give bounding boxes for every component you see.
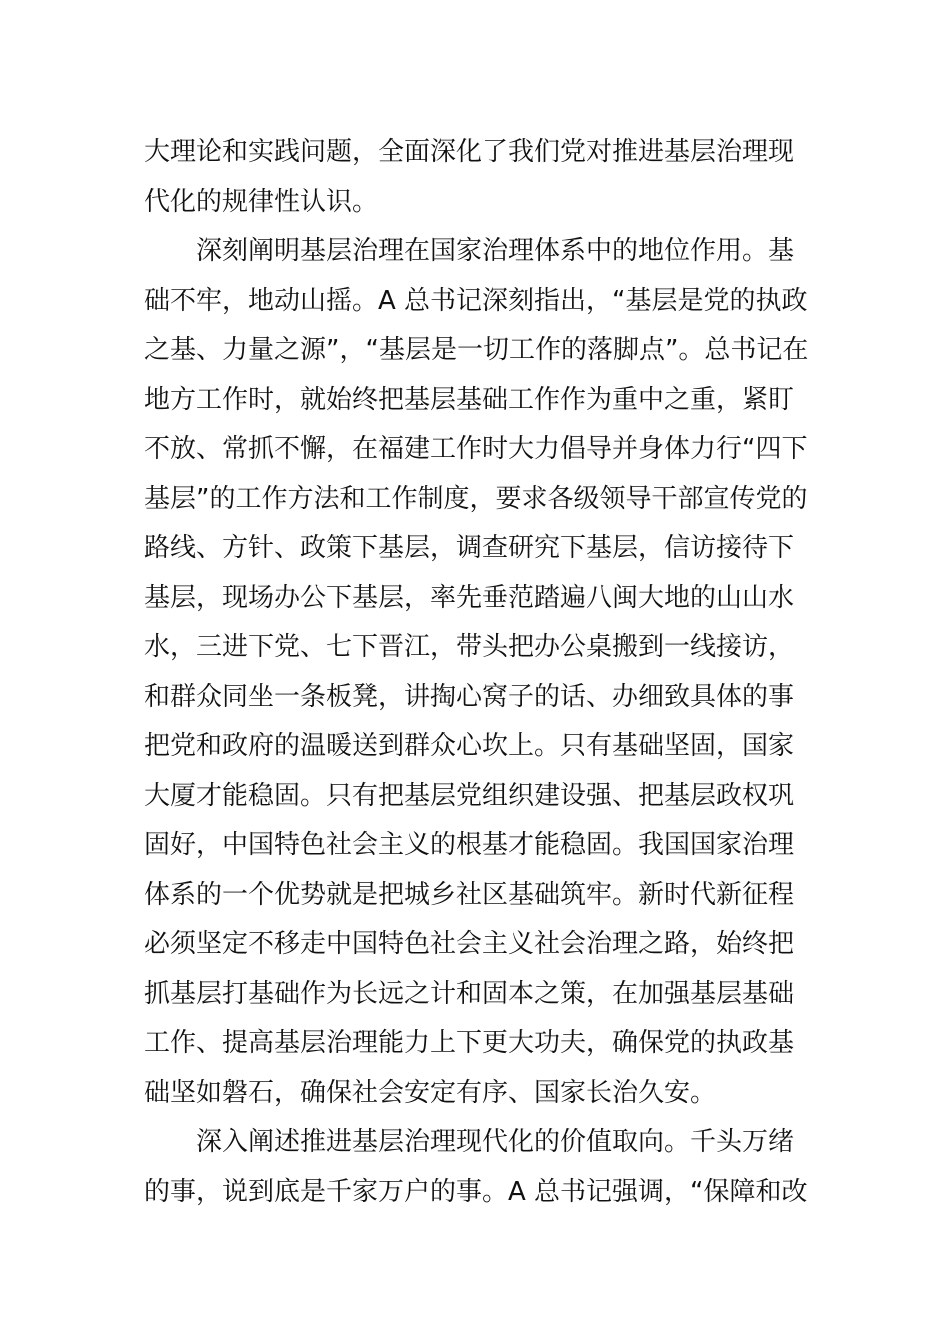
text-line: 大理论和实践问题，全面深化了我们党对推进基层治理现	[144, 137, 795, 167]
paragraph-heading-line: 深刻阐明基层治理在国家治理体系中的地位作用。基	[196, 236, 795, 266]
text-line: 必须坚定不移走中国特色社会主义社会治理之路，始终把	[144, 929, 795, 959]
text-line: 代化的规律性认识。	[144, 186, 379, 217]
text-line: 体系的一个优势就是把城乡社区基础筑牢。新时代新征程	[144, 879, 795, 910]
text-line: 础坚如磐石，确保社会安定有序、国家长治久安。	[144, 1077, 717, 1108]
text-line: 大厦才能稳固。只有把基层党组织建设强、把基层政权巩	[144, 780, 795, 811]
text-line: 固好，中国特色社会主义的根基才能稳固。我国国家治理	[144, 830, 795, 860]
text-line: 抓基层打基础作为长远之计和固本之策，在加强基层基础	[144, 978, 795, 1009]
text-line: 基层，现场办公下基层，率先垂范踏遍八闽大地的山山水	[144, 582, 795, 613]
text-line: 的事，说到底是千家万户的事。A 总书记强调，“保障和改	[144, 1176, 808, 1207]
text-line: 基层”的工作方法和工作制度，要求各级领导干部宣传党的	[144, 483, 808, 514]
text-line: 不放、常抓不懈，在福建工作时大力倡导并身体力行“四下	[144, 434, 808, 464]
text-line: 把党和政府的温暖送到群众心坎上。只有基础坚固，国家	[144, 731, 795, 761]
body-text	[144, 128, 808, 1217]
text-line: 之基、力量之源”，“基层是一切工作的落脚点”。总书记在	[144, 335, 809, 365]
text-line: 路线、方针、政策下基层，调查研究下基层，信访接待下	[144, 533, 795, 563]
text-line: 地方工作时，就始终把基层基础工作作为重中之重，紧盯	[144, 384, 795, 415]
text-line: 础不牢，地动山摇。A 总书记深刻指出，“基层是党的执政	[144, 285, 808, 316]
text-line: 和群众同坐一条板凳，讲掏心窝子的话、办细致具体的事	[144, 681, 795, 712]
text-line: 水，三进下党、七下晋江，带头把办公桌搬到一线接访，	[144, 632, 795, 662]
paragraph-heading-line: 深入阐述推进基层治理现代化的价值取向。千头万绪	[196, 1127, 795, 1157]
text-line: 工作、提高基层治理能力上下更大功夫，确保党的执政基	[144, 1028, 795, 1058]
